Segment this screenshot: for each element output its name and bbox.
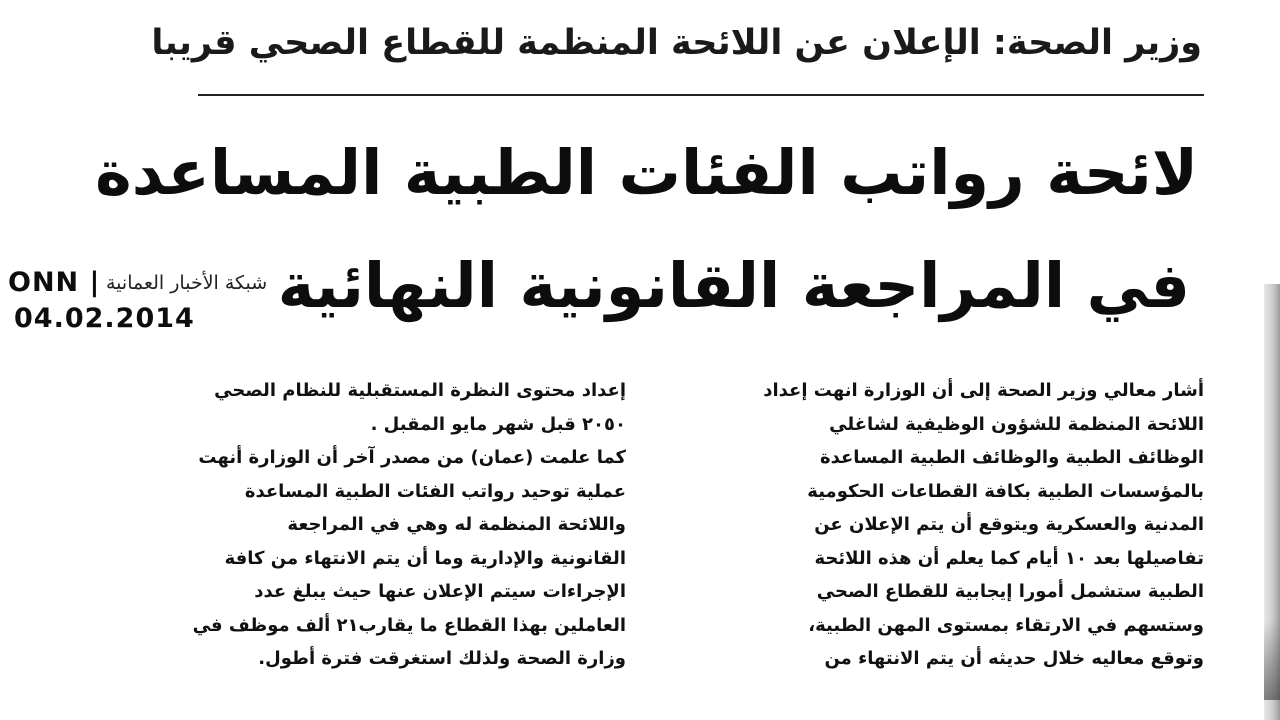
article-column-right (666, 374, 1204, 676)
column-line: ٢٠٥٠ قبل شهر مايو المقبل . (370, 413, 626, 435)
source-name: شبكة الأخبار العمانية (106, 272, 268, 294)
headline-line-1: لائحة رواتب الفئات الطبية المساعدة (95, 136, 1198, 209)
column-line: وستسهم في الارتقاء بمستوى المهن الطبية، (808, 614, 1204, 636)
column-line: إعداد محتوى النظرة المستقبلية للنظام الصحي (214, 380, 626, 401)
column-line: بالمؤسسات الطبية بكافة القطاعات الحكومية (807, 480, 1204, 502)
cropped-photo-edge (1264, 284, 1280, 720)
column-line: القانونية والإدارية وما أن يتم الانتهاء من كافة (224, 547, 626, 569)
column-line: المدنية والعسكرية ويتوقع أن يتم الإعلان عن (814, 514, 1204, 535)
column-line: أشار معالي وزير الصحة إلى أن الوزارة انهت إعداد (763, 380, 1204, 401)
publication-date: 04.02.2014 (14, 303, 195, 334)
article-kicker: وزير الصحة: الإعلان عن اللائحة المنظمة للقطاع الصحي قريبا (151, 23, 1202, 63)
column-line: العاملين بهذا القطاع ما يقارب٢١ ألف موظف في (192, 614, 626, 636)
header-divider (198, 94, 1204, 96)
source-code: ONN | (8, 267, 101, 298)
source-attribution (6, 262, 346, 342)
column-line: الوظائف الطبية والوظائف الطبية المساعدة (819, 447, 1204, 468)
column-line: كما علمت (عمان) من مصدر آخر أن الوزارة أنهت (198, 447, 626, 468)
column-line: وتوقع معاليه خلال حديثه أن يتم الانتهاء من (824, 648, 1204, 669)
article-column-left (92, 374, 626, 676)
column-line: اللائحة المنظمة للشؤون الوظيفية لشاغلي (829, 413, 1204, 435)
column-line: عملية توحيد رواتب الفئات الطبية المساعدة (244, 480, 626, 502)
column-line: الطبية ستشمل أمورا إيجابية للقطاع الصحي (816, 581, 1204, 602)
column-line: واللائحة المنظمة له وهي في المراجعة (287, 514, 626, 535)
headline-line-2: في المراجعة القانونية النهائية (277, 249, 1190, 322)
column-line: وزارة الصحة ولذلك استغرقت فترة أطول. (258, 648, 626, 669)
column-line: الإجراءات سيتم الإعلان عنها حيث يبلغ عدد (254, 581, 626, 602)
photo-shadow (1264, 620, 1280, 700)
column-line: تفاصيلها بعد ١٠ أيام كما يعلم أن هذه اللائحة (814, 547, 1204, 569)
